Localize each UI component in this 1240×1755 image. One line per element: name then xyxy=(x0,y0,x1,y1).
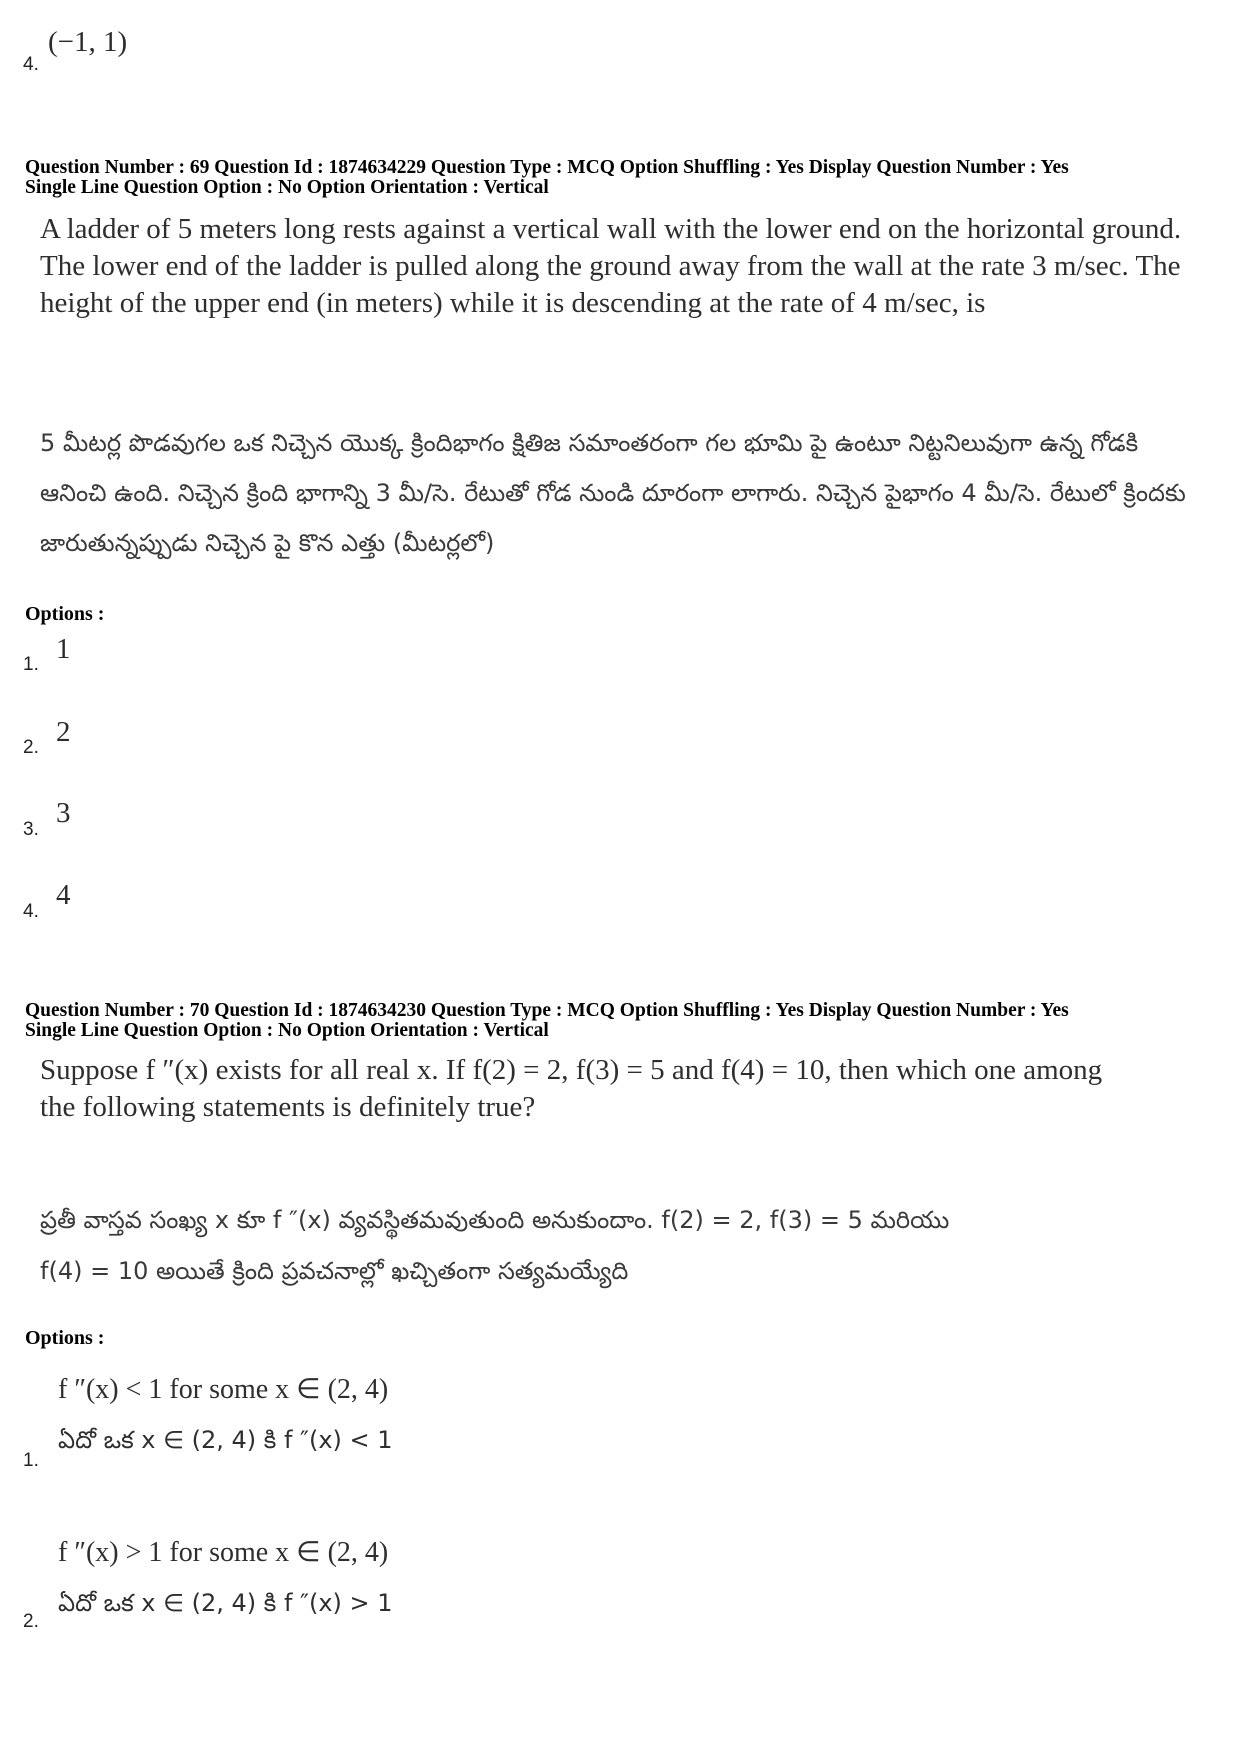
q70-option-2-number: 2. xyxy=(23,1611,39,1632)
q69-option-4-value: 4 xyxy=(56,879,71,911)
prev-option-4-number: 4. xyxy=(23,54,39,75)
q69-meta-line1: Question Number : 69 Question Id : 1874634229 Question Type : MCQ Option Shuffling : Yes Display Question Number : Yes xyxy=(25,157,1069,178)
q70-option-2-text xyxy=(58,1528,958,1628)
q70-english-line2: the following statements is definitely true? xyxy=(40,1091,536,1123)
q69-meta-line2: Single Line Question Option : No Option Orientation : Vertical xyxy=(25,177,549,198)
q69-option-3-number: 3. xyxy=(23,819,39,840)
q70-option-2-telugu: ఏదో ఒక x ∈ (2, 4) కి f ″(x) > 1 xyxy=(58,1589,393,1617)
q69-option-2-value: 2 xyxy=(56,716,71,748)
q69-option-4-number: 4. xyxy=(23,901,39,922)
q69-options-label: Options : xyxy=(25,603,105,625)
q69-option-2-number: 2. xyxy=(23,737,39,758)
q70-option-1-english: f ″(x) < 1 for some x ∈ (2, 4) xyxy=(58,1374,389,1405)
q70-telugu-line1: ప్రతీ వాస్తవ సంఖ్య x కూ f ″(x) వ్యవస్థితమవుతుంది అనుకుందాం. f(2) = 2, f(3) = 5 మరియు xyxy=(40,1206,950,1234)
q70-telugu-text xyxy=(40,1195,1190,1297)
q70-meta-line1: Question Number : 70 Question Id : 1874634230 Question Type : MCQ Option Shuffling : Yes Display Question Number : Yes xyxy=(25,1000,1069,1021)
q69-english-text: A ladder of 5 meters long rests against a vertical wall with the lower end on the horizontal ground. The lower end of the ladder is pulled along the ground away from the wall at the rate 3 m/sec. The height of the upper end (in meters) while it is descending at the rate of 4 m/sec, is xyxy=(40,213,1182,319)
q70-meta-line2: Single Line Question Option : No Option Orientation : Vertical xyxy=(25,1020,549,1041)
q69-telugu-text: 5 మీటర్ల పొడవుగల ఒక నిచ్చెన యొక్క క్రిందిభాగం క్షితిజ సమాంతరంగా గల భూమి పై ఉంటూ నిట్టనిలువుగా ఉన్న గోడకి ఆనించి ఉంది. నిచ్చెన క్రింది భాగాన్ని 3 మీ/సె. రేటుతో గోడ నుండి దూరంగా లాగారు. నిచ్చెన పైభాగం 4 మీ/సె. రేటులో క్రిందకు జారుతున్నప్పుడు నిచ్చెన పై కొన ఎత్తు (మీటర్లలో) xyxy=(40,429,1186,557)
q70-english-text xyxy=(40,1052,1190,1126)
q69-option-1-number: 1. xyxy=(23,654,39,675)
q70-english-line1: Suppose f ″(x) exists for all real x. If f(2) = 2, f(3) = 5 and f(4) = 10, then which one among xyxy=(40,1054,1103,1086)
prev-option-4-value: (−1, 1) xyxy=(48,26,128,58)
q70-option-1-text xyxy=(58,1365,958,1465)
q70-option-1-number: 1. xyxy=(23,1450,39,1471)
q70-option-1-telugu: ఏదో ఒక x ∈ (2, 4) కి f ″(x) < 1 xyxy=(58,1426,393,1454)
q70-meta xyxy=(25,1001,1225,1041)
q69-option-3-value: 3 xyxy=(56,797,71,829)
q70-options-label: Options : xyxy=(25,1327,105,1349)
q69-option-1-value: 1 xyxy=(56,633,71,665)
q70-option-2-english: f ″(x) > 1 for some x ∈ (2, 4) xyxy=(58,1537,389,1568)
q70-telugu-line2: f(4) = 10 అయితే క్రింది ప్రవచనాల్లో ఖచ్చితంగా సత్యమయ్యేది xyxy=(40,1257,629,1285)
q69-meta xyxy=(25,158,1225,198)
